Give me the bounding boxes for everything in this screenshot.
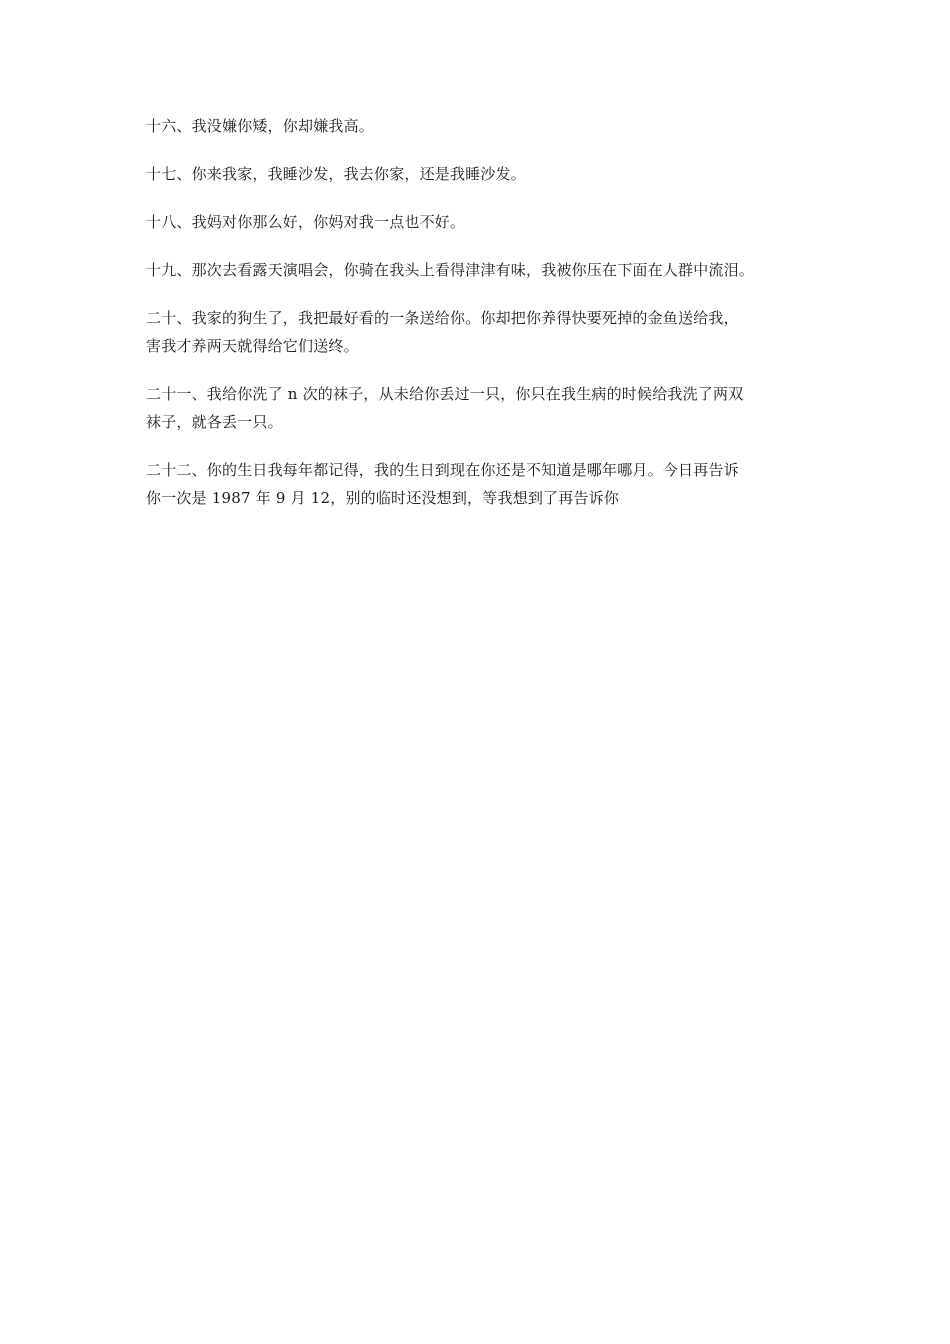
paragraph-22 bbox=[146, 456, 816, 512]
paragraph-line: 二十一、我给你洗了 n 次的袜子，从未给你丢过一只，你只在我生病的时候给我洗了两双 bbox=[146, 385, 744, 403]
paragraph-line: 十九、那次去看露天演唱会，你骑在我头上看得津津有味，我被你压在下面在人群中流泪。 bbox=[146, 261, 755, 279]
paragraph-18 bbox=[146, 208, 816, 236]
paragraph-line: 二十二、你的生日我每年都记得，我的生日到现在你还是不知道是哪年哪月。今日再告诉 bbox=[146, 461, 739, 479]
paragraph-line: 十六、我没嫌你矮，你却嫌我高。 bbox=[146, 117, 375, 135]
paragraph-line: 十七、你来我家，我睡沙发，我去你家，还是我睡沙发。 bbox=[146, 165, 527, 183]
paragraph-17 bbox=[146, 160, 816, 188]
paragraph-line: 十八、我妈对你那么好，你妈对我一点也不好。 bbox=[146, 213, 466, 231]
paragraph-21 bbox=[146, 380, 816, 436]
paragraph-19 bbox=[146, 256, 816, 284]
paragraph-line: 二十、我家的狗生了，我把最好看的一条送给你。你却把你养得快要死掉的金鱼送给我， bbox=[146, 309, 739, 327]
document-body bbox=[146, 112, 816, 532]
paragraph-line: 害我才养两天就得给它们送终。 bbox=[146, 337, 359, 355]
paragraph-line: 你一次是 1987 年 9 月 12，别的临时还没想到，等我想到了再告诉你 bbox=[146, 489, 620, 507]
paragraph-20 bbox=[146, 304, 816, 360]
paragraph-line: 袜子，就各丢一只。 bbox=[146, 413, 283, 431]
paragraph-16 bbox=[146, 112, 816, 140]
